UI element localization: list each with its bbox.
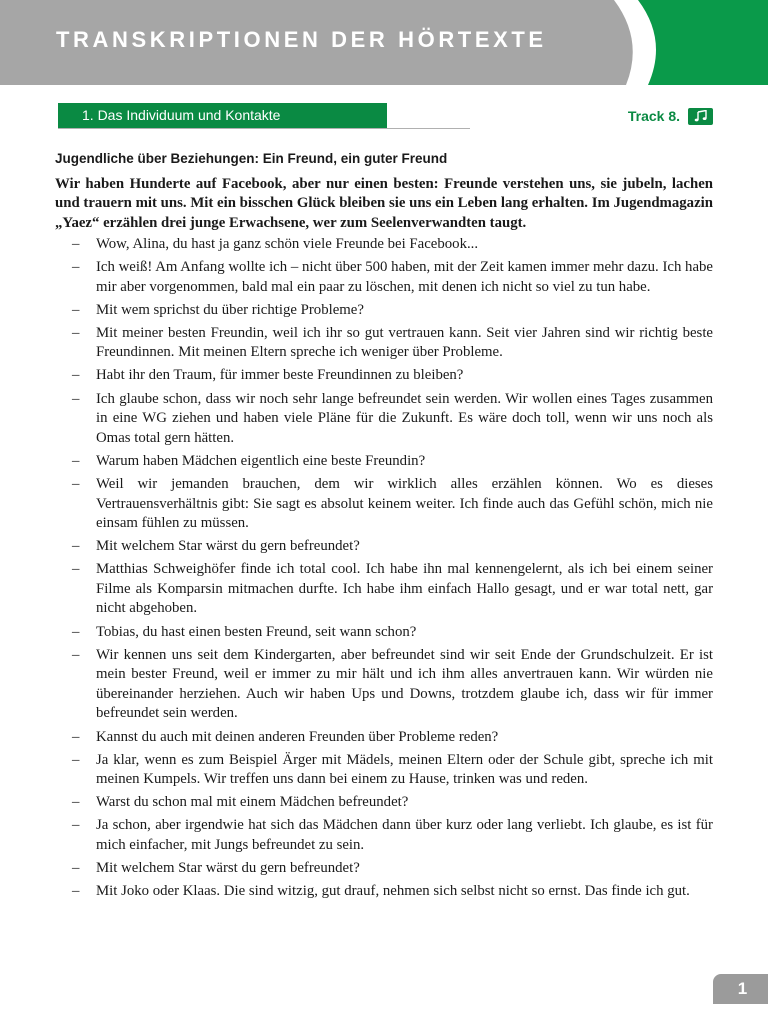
dialog-line	[55, 537, 713, 557]
dash-marker: –	[72, 367, 80, 384]
dialog-line	[55, 728, 713, 748]
dialog-line	[55, 882, 713, 902]
dialog-line	[55, 793, 713, 813]
dialog-text: Warst du schon mal mit einem Mädchen befreundet?	[96, 794, 409, 811]
dialog-line	[55, 258, 713, 297]
dialog-line	[55, 324, 713, 363]
dialog-text: Wow, Alina, du hast ja ganz schön viele Freunde bei Facebook...	[96, 235, 479, 252]
dialog-text: Tobias, du hast einen besten Freund, seit wann schon?	[96, 623, 417, 640]
section-label: 1. Das Individuum und Kontakte	[58, 103, 387, 128]
dash-marker: –	[72, 561, 80, 578]
dialog-line	[55, 560, 713, 619]
dialog-text: Weil wir jemanden brauchen, dem wir wirklich alles erzählen können. Wo es dieses Vertrauensverhältnis gibt: Sie sagt es absolut keinem weiter. Ich finde auch das Gefühl schön, mich nie einsam fühlen zu müssen.	[96, 475, 713, 532]
transcript-content	[55, 151, 713, 905]
dash-marker: –	[72, 390, 80, 407]
section-divider	[58, 128, 470, 129]
dialog-text: Ich weiß! Am Anfang wollte ich – nicht über 500 haben, mit der Zeit kamen immer mehr dazu. Ich habe mir aber vorgenommen, bald mal ein paar zu löschen, mit denen ich nicht so viel zu tun habe.	[96, 258, 713, 295]
dialog-line	[55, 452, 713, 472]
page-number: 1	[713, 974, 768, 1004]
dialog-text: Mit welchem Star wärst du gern befreundet?	[96, 538, 360, 555]
dialog-text: Ich glaube schon, dass wir noch sehr lange befreundet sein werden. Wir wollen eines Tages zusammen in eine WG ziehen und haben viele Pläne für die Zukunft. Es wäre doch toll, wenn wir uns noch als Omas total gern hätten.	[96, 390, 713, 446]
dialog-text: Mit Joko oder Klaas. Die sind witzig, gut drauf, nehmen sich selbst nicht so ernst. Das finde ich gut.	[96, 883, 690, 900]
dialog-line	[55, 475, 713, 534]
dialog-line	[55, 646, 713, 724]
dash-marker: –	[72, 235, 80, 252]
dash-marker: –	[72, 860, 80, 877]
dialog-line	[55, 235, 713, 255]
dialog-line	[55, 816, 713, 855]
dialog-text: Habt ihr den Traum, für immer beste Freundinnen zu bleiben?	[96, 367, 464, 384]
dash-marker: –	[72, 452, 80, 469]
music-note-icon[interactable]	[688, 108, 713, 125]
dialog-text: Kannst du auch mit deinen anderen Freunden über Probleme reden?	[96, 728, 499, 745]
dialog-line	[55, 390, 713, 449]
dash-marker: –	[72, 751, 80, 768]
dialog-text: Warum haben Mädchen eigentlich eine beste Freundin?	[96, 452, 426, 469]
dash-marker: –	[72, 623, 80, 640]
dash-marker: –	[72, 817, 80, 834]
dash-marker: –	[72, 794, 80, 811]
page-header-title: TRANSKRIPTIONEN DER HÖRTEXTE	[56, 27, 547, 52]
dash-marker: –	[72, 538, 80, 555]
dialog-text: Wir kennen uns seit dem Kindergarten, aber befreundet sind wir seit Ende der Grundschulzeit. Er ist mein bester Freund, weil er immer zu mir hält und ich ihm alles anvertrauen kann. Wir würden nie übereinander herziehen. Auch wir haben Ups und Downs, trotzdem glaube ich, dass wir für immer befreundet sein werden.	[96, 646, 713, 722]
dash-marker: –	[72, 883, 80, 900]
article-subtitle: Jugendliche über Beziehungen: Ein Freund, ein guter Freund	[55, 151, 448, 166]
dialog-text: Matthias Schweighöfer finde ich total cool. Ich habe ihn mal kennengelernt, als ich bei einem seiner Filme als Komparsin mitmachen durfte. Ich habe ihm einfach Hallo gesagt, und er war total nett, gar nicht abgehoben.	[96, 561, 713, 617]
dash-marker: –	[72, 324, 80, 341]
dash-marker: –	[72, 258, 80, 275]
dash-marker: –	[72, 728, 80, 745]
dash-marker: –	[72, 475, 80, 492]
dash-marker: –	[72, 646, 80, 663]
dialog-text: Mit meiner besten Freundin, weil ich ihr so gut vertrauen kann. Seit vier Jahren sind wir richtig beste Freundinnen. Mit meinen Eltern spreche ich weniger über Probleme.	[96, 324, 713, 361]
dialog-line	[55, 623, 713, 643]
dialog-text: Ja klar, wenn es zum Beispiel Ärger mit Mädels, meinen Eltern oder der Schule gibt, spreche ich mit meinen Kumpels. Wir treffen uns dann bei einem zu Hause, trinken was und reden.	[96, 751, 713, 788]
dialog-line	[55, 301, 713, 321]
dialog-line	[55, 366, 713, 386]
dialog-line	[55, 751, 713, 790]
article-intro: Wir haben Hunderte auf Facebook, aber nur einen besten: Freunde verstehen uns, sie jubeln, lachen und trauern mit uns. Mit ein bisschen Glück bleiben sie uns ein Leben lang erhalten. Im Jugendmagazin „Yaez“ erzählen drei junge Erwachsene, wer zum Seelenverwandten taugt.	[55, 176, 713, 231]
header-band	[0, 0, 768, 85]
dialog-text: Ja schon, aber irgendwie hat sich das Mädchen dann über kurz oder lang verliebt. Ich glaube, es ist für mich einfacher, mit Jungs befreundet zu sein.	[96, 817, 713, 854]
track-label: Track 8.	[627, 108, 680, 124]
track-reference	[628, 107, 713, 125]
dialog-text: Mit wem sprichst du über richtige Probleme?	[96, 301, 364, 318]
dialog-text: Mit welchem Star wärst du gern befreundet?	[96, 860, 360, 877]
dash-marker: –	[72, 301, 80, 318]
dialog-line	[55, 859, 713, 879]
dialog-list	[55, 235, 713, 902]
